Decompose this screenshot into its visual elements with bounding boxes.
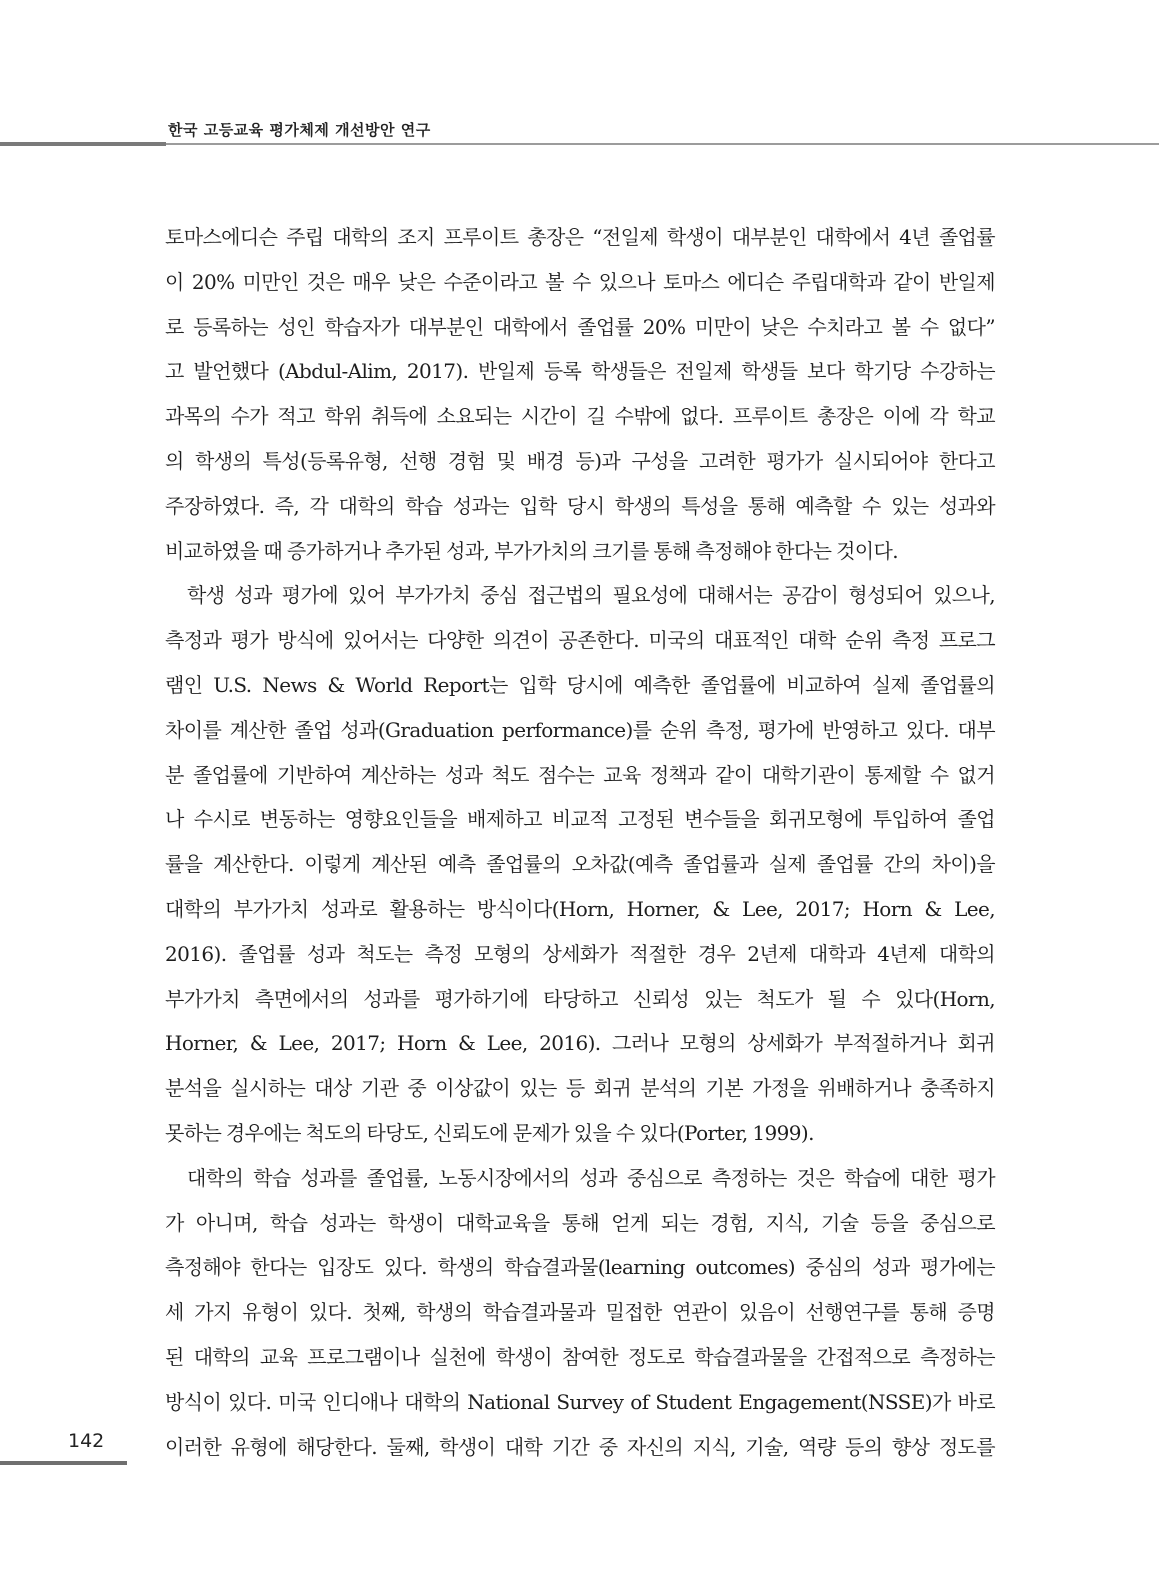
text-line: 대학의 학습 성과를 졸업률, 노동시장에서의 성과 중심으로 측정하는 것은 학습에 대한 평가 xyxy=(187,1165,995,1190)
text-line: 로 등록하는 성인 학습자가 대부분인 대학에서 졸업률 20% 미만이 낮은 수치라고 볼 수 없다” xyxy=(165,314,995,339)
text-line: 분 졸업률에 기반하여 계산하는 성과 척도 점수는 교육 정책과 같이 대학기관이 통제할 수 없거 xyxy=(165,762,995,787)
text-line: 주장하였다. 즉, 각 대학의 학습 성과는 입학 당시 학생의 특성을 통해 예측할 수 있는 성과와 xyxy=(165,493,995,518)
text-line: 비교하였을 때 증가하거나 추가된 성과, 부가가치의 크기를 통해 측정해야 한다는 것이다. xyxy=(165,538,899,563)
text-line: 램인 U.S. News & World Report는 입학 당시에 예측한 졸업률에 비교하여 실제 졸업률의 xyxy=(165,672,995,697)
text-line: 차이를 계산한 졸업 성과(Graduation performance)를 순위 측정, 평가에 반영하고 있다. 대부 xyxy=(165,717,995,742)
page-number: 142 xyxy=(68,1430,105,1452)
text-line: 세 가지 유형이 있다. 첫째, 학생의 학습결과물과 밀접한 연관이 있음이 선행연구를 통해 증명 xyxy=(165,1300,995,1325)
text-line: 2016). 졸업률 성과 척도는 측정 모형의 상세화가 적절한 경우 2년제 대학과 4년제 대학의 xyxy=(165,941,995,966)
text-line: 학생 성과 평가에 있어 부가가치 중심 접근법의 필요성에 대해서는 공감이 형성되어 있으나, xyxy=(187,583,995,608)
header-rule xyxy=(166,143,1159,145)
footer-rule xyxy=(0,1461,127,1465)
text-line: 토마스에디슨 주립 대학의 조지 프루이트 총장은 “전일제 학생이 대부분인 대학에서 4년 졸업률 xyxy=(165,225,995,249)
body-text xyxy=(165,215,995,1469)
header-rule-accent xyxy=(0,142,166,146)
text-line: 방식이 있다. 미국 인디애나 대학의 National Survey of Student Engagement(NSSE)가 바로 xyxy=(165,1389,995,1414)
running-header-title: 한국 고등교육 평가체제 개선방안 연구 xyxy=(168,121,431,139)
text-line: 고 발언했다 (Abdul-Alim, 2017). 반일제 등록 학생들은 전일제 학생들 보다 학기당 수강하는 xyxy=(165,359,995,384)
text-line: 이러한 유형에 해당한다. 둘째, 학생이 대학 기간 중 자신의 지식, 기술, 역량 등의 향상 정도를 xyxy=(165,1434,995,1459)
text-line: 대학의 부가가치 성과로 활용하는 방식이다(Horn, Horner, & Lee, 2017; Horn & Lee, xyxy=(165,896,995,921)
text-line: 측정과 평가 방식에 있어서는 다양한 의견이 공존한다. 미국의 대표적인 대학 순위 측정 프로그 xyxy=(165,628,995,653)
text-line: 된 대학의 교육 프로그램이나 실천에 학생이 참여한 정도로 학습결과물을 간접적으로 측정하는 xyxy=(165,1344,995,1369)
text-line: 측정해야 한다는 입장도 있다. 학생의 학습결과물(learning outcomes) 중심의 성과 평가에는 xyxy=(165,1255,995,1280)
text-line: 률을 계산한다. 이렇게 계산된 예측 졸업률의 오차값(예측 졸업률과 실제 졸업률 간의 차이)을 xyxy=(165,852,995,877)
text-line: 분석을 실시하는 대상 기관 중 이상값이 있는 등 회귀 분석의 기본 가정을 위배하거나 충족하지 xyxy=(165,1076,995,1101)
text-line: 의 학생의 특성(등록유형, 선행 경험 및 배경 등)과 구성을 고려한 평가가 실시되어야 한다고 xyxy=(165,448,995,473)
text-line: 나 수시로 변동하는 영향요인들을 배제하고 비교적 고정된 변수들을 회귀모형에 투입하여 졸업 xyxy=(165,807,995,832)
text-line: 과목의 수가 적고 학위 취득에 소요되는 시간이 길 수밖에 없다. 프루이트 총장은 이에 각 학교 xyxy=(165,404,995,429)
text-line: 가 아니며, 학습 성과는 학생이 대학교육을 통해 얻게 되는 경험, 지식, 기술 등을 중심으로 xyxy=(165,1210,995,1235)
text-line: 부가가치 측면에서의 성과를 평가하기에 타당하고 신뢰성 있는 척도가 될 수 있다(Horn, xyxy=(165,986,995,1011)
text-line: 이 20% 미만인 것은 매우 낮은 수준이라고 볼 수 있으나 토마스 에디슨 주립대학과 같이 반일제 xyxy=(165,269,995,294)
text-line: 못하는 경우에는 척도의 타당도, 신뢰도에 문제가 있을 수 있다(Porter, 1999). xyxy=(165,1120,814,1145)
text-line: Horner, & Lee, 2017; Horn & Lee, 2016). 그러나 모형의 상세화가 부적절하거나 회귀 xyxy=(165,1031,995,1056)
